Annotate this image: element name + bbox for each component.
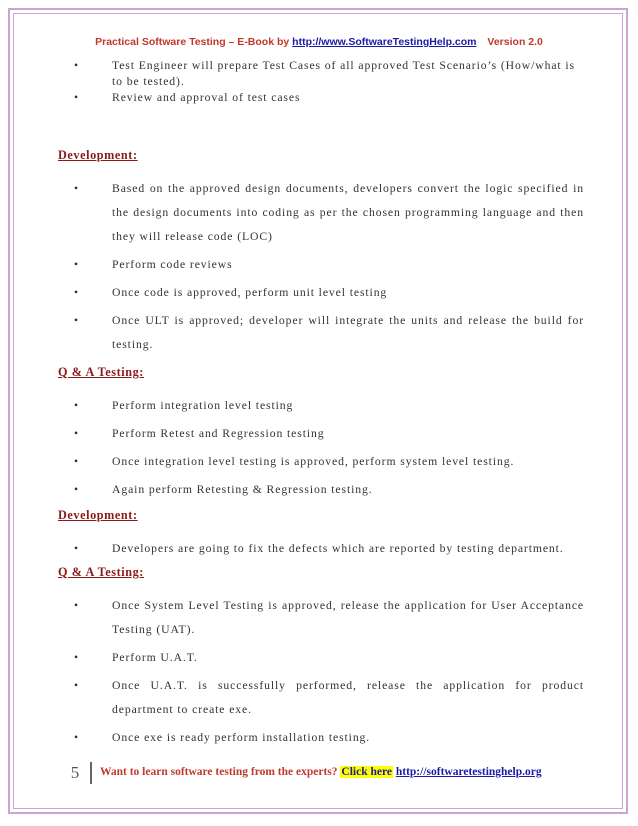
footer-promo-text: Want to learn software testing from the experts?: [100, 766, 338, 778]
list-item: [58, 281, 584, 305]
section-title-qa-testing-2: Q & A Testing:: [58, 565, 144, 579]
bullet-icon: •: [74, 182, 79, 195]
list-item-text: Once exe is ready perform installation testing.: [112, 731, 371, 744]
list-item: [58, 450, 584, 474]
section-title-development-1: Development:: [58, 148, 138, 162]
bullet-icon: •: [74, 59, 79, 72]
list-item-text: Once integration level testing is approved, perform system level testing.: [112, 455, 515, 468]
list-item-text: Once ULT is approved; developer will integrate the units and release the build for testing.: [112, 314, 584, 351]
list-item: [58, 674, 584, 722]
list-item: [58, 541, 584, 557]
footer-text: [100, 766, 542, 778]
list-item: [58, 309, 584, 357]
list-item: [58, 478, 584, 502]
list-item-text: Test Engineer will prepare Test Cases of all approved Test Scenario’s (How/what is to be tested).: [112, 59, 575, 88]
list-item-text: Perform Retest and Regression testing: [112, 427, 325, 440]
page-footer: [64, 761, 584, 785]
section-title-development-2: Development:: [58, 508, 138, 522]
list-item: [58, 253, 584, 277]
list-item: [58, 177, 584, 249]
list-item-text: Based on the approved design documents, developers convert the logic specified in the design documents into coding as per the chosen programming language and then they will release code (LOC): [112, 182, 584, 243]
list-item: [58, 58, 584, 90]
list-item-text: Perform code reviews: [112, 258, 233, 271]
intro-list: [58, 58, 584, 106]
page-header: [0, 36, 638, 48]
bullet-icon: •: [74, 286, 79, 299]
bullet-icon: •: [74, 483, 79, 496]
bullet-icon: •: [74, 731, 79, 744]
header-version: Version 2.0: [487, 36, 543, 48]
list-item-text: Once code is approved, perform unit level testing: [112, 286, 388, 299]
bullet-icon: •: [74, 455, 79, 468]
development-list-1: [58, 177, 584, 357]
list-item: [58, 90, 584, 106]
list-item-text: Perform U.A.T.: [112, 651, 198, 664]
list-item-text: Developers are going to fix the defects which are reported by testing department.: [112, 542, 564, 555]
bullet-icon: •: [74, 91, 79, 104]
development-list-2: [58, 541, 584, 557]
bullet-icon: •: [74, 314, 79, 327]
bullet-icon: •: [74, 258, 79, 271]
qa-testing-list-2: [58, 594, 584, 750]
list-item: [58, 646, 584, 670]
list-item: [58, 594, 584, 642]
bullet-icon: •: [74, 599, 79, 612]
list-item-text: Again perform Retesting & Regression testing.: [112, 483, 373, 496]
list-item: [58, 726, 584, 750]
bullet-icon: •: [74, 399, 79, 412]
qa-testing-list-1: [58, 394, 584, 502]
section-title-qa-testing-1: Q & A Testing:: [58, 365, 144, 379]
footer-link[interactable]: http://softwaretestinghelp.org: [395, 766, 542, 778]
footer-divider: [90, 762, 92, 784]
list-item: [58, 422, 584, 446]
bullet-icon: •: [74, 651, 79, 664]
header-link[interactable]: http://www.SoftwareTestingHelp.com: [292, 36, 477, 48]
list-item: [58, 394, 584, 418]
list-item-text: Review and approval of test cases: [112, 91, 301, 104]
page-content: [58, 58, 584, 754]
click-here-link[interactable]: Click here: [341, 766, 392, 778]
page-number: 5: [70, 763, 80, 782]
list-item-text: Perform integration level testing: [112, 399, 294, 412]
bullet-icon: •: [74, 542, 79, 555]
bullet-icon: •: [74, 679, 79, 692]
list-item-text: Once U.A.T. is successfully performed, release the application for product department to create exe.: [112, 679, 584, 716]
bullet-icon: •: [74, 427, 79, 440]
list-item-text: Once System Level Testing is approved, release the application for User Acceptance Testing (UAT).: [112, 599, 584, 636]
header-prefix: Practical Software Testing – E-Book by: [95, 36, 290, 48]
